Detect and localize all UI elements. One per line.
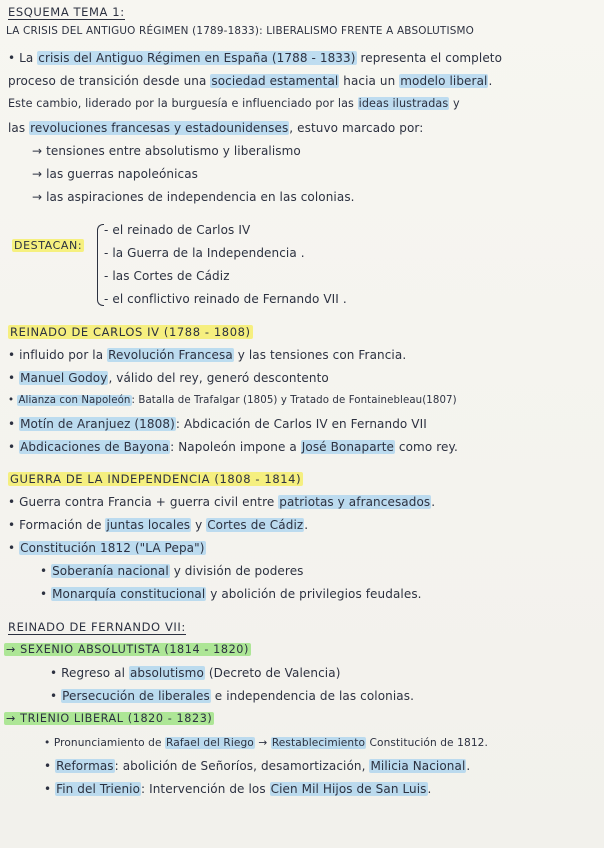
trienio-heading: → TRIENIO LIBERAL (1820 - 1823) (6, 712, 213, 725)
sexenio-heading: → SEXENIO ABSOLUTISTA (1814 - 1820) (6, 643, 249, 656)
guerra-item: • Formación de juntas locales y Cortes de Cádiz. (8, 518, 309, 532)
trienio-item: • Pronunciamiento de Rafael del Riego → Restablecimiento Constitución de 1812. (44, 737, 488, 749)
carlos-item: • Alianza con Napoleón: Batalla de Trafalgar (1805) y Tratado de Fontainebleau(1807) (8, 395, 457, 406)
trienio-item: • Fin del Trienio: Intervención de los Cien Mil Hijos de San Luis. (44, 782, 432, 796)
carlos-item: • Motín de Aranjuez (1808): Abdicación de Carlos IV en Fernando VII (8, 417, 427, 431)
guerra-subitem: • Monarquía constitucional y abolición de privilegios feudales. (40, 587, 422, 601)
carlos-heading: REINADO DE CARLOS IV (1788 - 1808) (10, 325, 251, 339)
intro-line-1: • La crisis del Antiguo Régimen en España (1788 - 1833) representa el completo (8, 51, 503, 65)
intro-bullet: → las aspiraciones de independencia en las colonias. (32, 190, 355, 204)
destacan-item: - el reinado de Carlos IV (104, 223, 251, 237)
guerra-subitem: • Soberanía nacional y división de poderes (40, 564, 304, 578)
intro-bullet: → tensiones entre absolutismo y liberalismo (32, 144, 301, 158)
intro-bullet: → las guerras napoleónicas (32, 167, 199, 181)
destacan-brace (97, 224, 104, 306)
intro-line-3: Este cambio, liderado por la burguesía e influenciado por las ideas ilustradas y (8, 97, 460, 110)
page-title: LA CRISIS DEL ANTIGUO RÉGIMEN (1789-1833): LIBERALISMO FRENTE A ABSOLUTISMO (6, 25, 475, 37)
sexenio-item: • Persecución de liberales e independencia de las colonias. (50, 689, 414, 703)
trienio-item: • Reformas: abolición de Señoríos, desamortización, Milicia Nacional. (44, 759, 471, 773)
guerra-item: • Guerra contra Francia + guerra civil entre patriotas y afrancesados. (8, 495, 436, 509)
guerra-heading: GUERRA DE LA INDEPENDENCIA (1808 - 1814) (10, 472, 302, 486)
destacan-item: - la Guerra de la Independencia . (104, 246, 305, 260)
sexenio-item: • Regreso al absolutismo (Decreto de Valencia) (50, 666, 341, 680)
intro-line-2: proceso de transición desde una sociedad estamental hacia un modelo liberal. (8, 74, 493, 88)
esquema-label: ESQUEMA TEMA 1: (8, 5, 125, 19)
destacan-item: - el conflictivo reinado de Fernando VII . (104, 292, 347, 306)
destacan-item: - las Cortes de Cádiz (104, 269, 230, 283)
carlos-item: • influido por la Revolución Francesa y las tensiones con Francia. (8, 348, 407, 362)
destacan-label: DESTACAN: (14, 239, 83, 252)
fernando-heading: REINADO DE FERNANDO VII: (8, 620, 186, 634)
intro-line-4: las revoluciones francesas y estadounidenses, estuvo marcado por: (8, 121, 424, 135)
guerra-item: • Constitución 1812 ("LA Pepa") (8, 541, 205, 555)
carlos-item: • Manuel Godoy, válido del rey, generó descontento (8, 371, 329, 385)
carlos-item: • Abdicaciones de Bayona: Napoleón impone a José Bonaparte como rey. (8, 440, 458, 454)
